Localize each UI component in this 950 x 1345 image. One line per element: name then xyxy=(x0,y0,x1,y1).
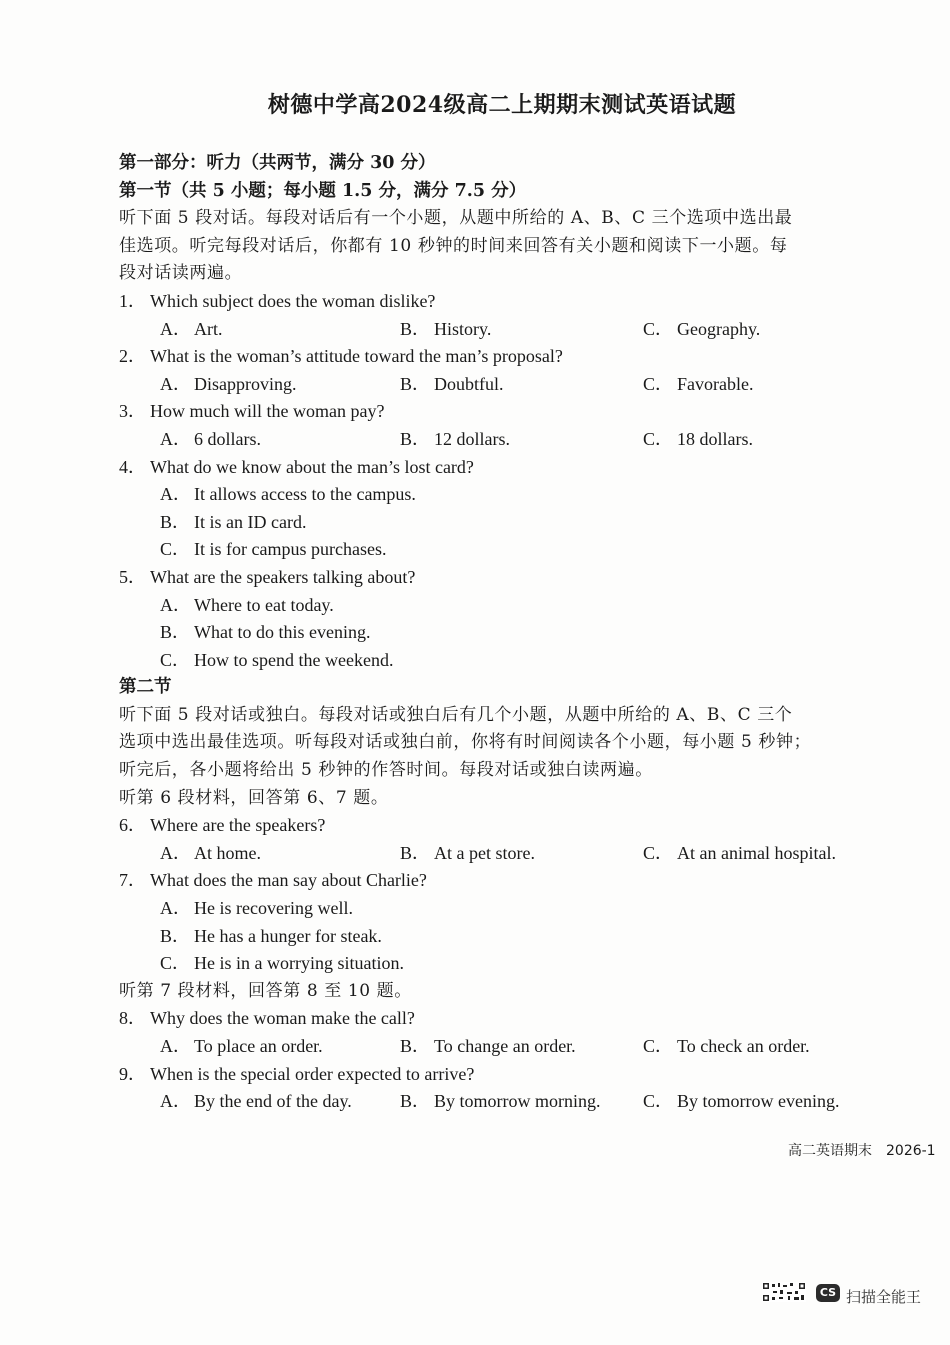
question-number: 6． xyxy=(119,815,146,836)
question-number: 7． xyxy=(119,870,146,891)
question-2 xyxy=(119,343,889,371)
footer-date: 2026-1 xyxy=(886,1143,936,1159)
question-number: 2． xyxy=(119,346,146,367)
section2-instruction-line: 选项中选出最佳选项。听每段对话或独白前，你将有时间阅读各个小题，每小题 5 秒钟； xyxy=(119,732,812,753)
part1-heading: 第一部分：听力（共两节，满分 30 分） xyxy=(119,153,436,173)
question-1-options xyxy=(119,316,889,344)
option-c: C． To check an order. xyxy=(643,1036,810,1056)
option-b: B． History. xyxy=(400,318,492,339)
question-9-options xyxy=(119,1088,889,1116)
question-number: 8． xyxy=(119,1008,146,1029)
question-number: 3． xyxy=(119,401,146,422)
question-number: 5． xyxy=(119,566,146,587)
option-c: C． Favorable. xyxy=(643,373,754,394)
question-1 xyxy=(119,288,889,316)
option-b: B． 12 dollars. xyxy=(400,428,510,449)
material-6-instruction: 听第 6 段材料，回答第 6、7 题。 xyxy=(119,787,389,808)
cs-logo: CS xyxy=(816,1284,840,1302)
question-3 xyxy=(119,398,889,426)
question-8-options xyxy=(119,1033,889,1061)
option-b: B． It is an ID card. xyxy=(160,511,307,532)
question-text: Where are the speakers? xyxy=(150,815,326,836)
option-c: C． 18 dollars. xyxy=(643,428,753,449)
question-text: What does the man say about Charlie? xyxy=(150,870,427,891)
option-a: A． It allows access to the campus. xyxy=(160,484,416,505)
option-a: A． By the end of the day. xyxy=(160,1091,352,1112)
option-c: C． He is in a worrying situation. xyxy=(160,953,404,974)
page-title: 树德中学高2024级高二上期期末测试英语试题 xyxy=(267,92,737,118)
scanner-app-name: 扫描全能王 xyxy=(846,1288,922,1304)
option-b: B． Doubtful. xyxy=(400,373,504,394)
question-text: What is the woman’s attitude toward the man’s proposal? xyxy=(150,346,563,367)
section1-heading: 第一节（共 5 小题；每小题 1.5 分，满分 7.5 分） xyxy=(119,180,527,201)
question-number: 4． xyxy=(119,456,146,477)
qr-code-icon xyxy=(762,1282,806,1302)
footer-subject: 高二英语期末 xyxy=(788,1143,872,1159)
option-c: C． By tomorrow evening. xyxy=(643,1091,840,1112)
question-2-options xyxy=(119,371,889,399)
option-a: A． Where to eat today. xyxy=(160,594,334,615)
question-text: When is the special order expected to arrive? xyxy=(150,1063,475,1084)
option-a: A． 6 dollars. xyxy=(160,428,261,449)
option-a: A． Art. xyxy=(160,318,223,339)
option-c: C． At an animal hospital. xyxy=(643,842,836,863)
scanner-watermark xyxy=(762,1282,950,1304)
question-5 xyxy=(119,564,889,592)
question-text: What do we know about the man’s lost card? xyxy=(150,456,474,477)
option-a: A． Disapproving. xyxy=(160,373,297,394)
option-b: B． To change an order. xyxy=(400,1036,576,1056)
question-text: How much will the woman pay? xyxy=(150,401,385,422)
page-footer xyxy=(788,1140,936,1160)
question-3-options xyxy=(119,426,889,454)
question-4 xyxy=(119,454,889,482)
section1-instruction-line: 佳选项。听完每段对话后，你都有 10 秒钟的时间来回答有关小题和阅读下一小题。每 xyxy=(119,235,788,256)
question-7 xyxy=(119,867,889,895)
option-a: A． He is recovering well. xyxy=(160,898,353,919)
section1-instruction-line: 段对话读两遍。 xyxy=(119,263,243,284)
question-text: Which subject does the woman dislike? xyxy=(150,290,436,311)
question-6 xyxy=(119,812,889,840)
section1-instruction-line: 听下面 5 段对话。每段对话后有一个小题，从题中所给的 A、B、C 三个选项中选出最 xyxy=(119,208,793,229)
section2-heading: 第二节 xyxy=(119,677,172,698)
option-b: B． He has a hunger for steak. xyxy=(160,925,382,946)
question-8 xyxy=(119,1005,889,1033)
option-c: C． Geography. xyxy=(643,318,761,339)
question-number: 1． xyxy=(119,290,146,311)
option-b: B． What to do this evening. xyxy=(160,622,371,643)
exam-content xyxy=(119,150,889,1116)
section2-instruction-line: 听下面 5 段对话或独白。每段对话或独白后有几个小题，从题中所给的 A、B、C 三个 xyxy=(119,704,793,725)
question-text: What are the speakers talking about? xyxy=(150,566,416,587)
question-6-options xyxy=(119,840,889,868)
option-b: B． By tomorrow morning. xyxy=(400,1091,601,1112)
material-7-instruction: 听第 7 段材料，回答第 8 至 10 题。 xyxy=(119,980,412,1001)
option-a: A． At home. xyxy=(160,842,261,863)
option-a: A． To place an order. xyxy=(160,1036,323,1056)
question-text: Why does the woman make the call? xyxy=(150,1008,415,1029)
option-b: B． At a pet store. xyxy=(400,842,535,863)
question-number: 9． xyxy=(119,1063,146,1084)
question-9 xyxy=(119,1061,889,1089)
option-c: C． How to spend the weekend. xyxy=(160,649,394,670)
option-c: C． It is for campus purchases. xyxy=(160,539,387,560)
section2-instruction-line: 听完后，各小题将给出 5 秒钟的作答时间。每段对话或独白读两遍。 xyxy=(119,760,653,781)
